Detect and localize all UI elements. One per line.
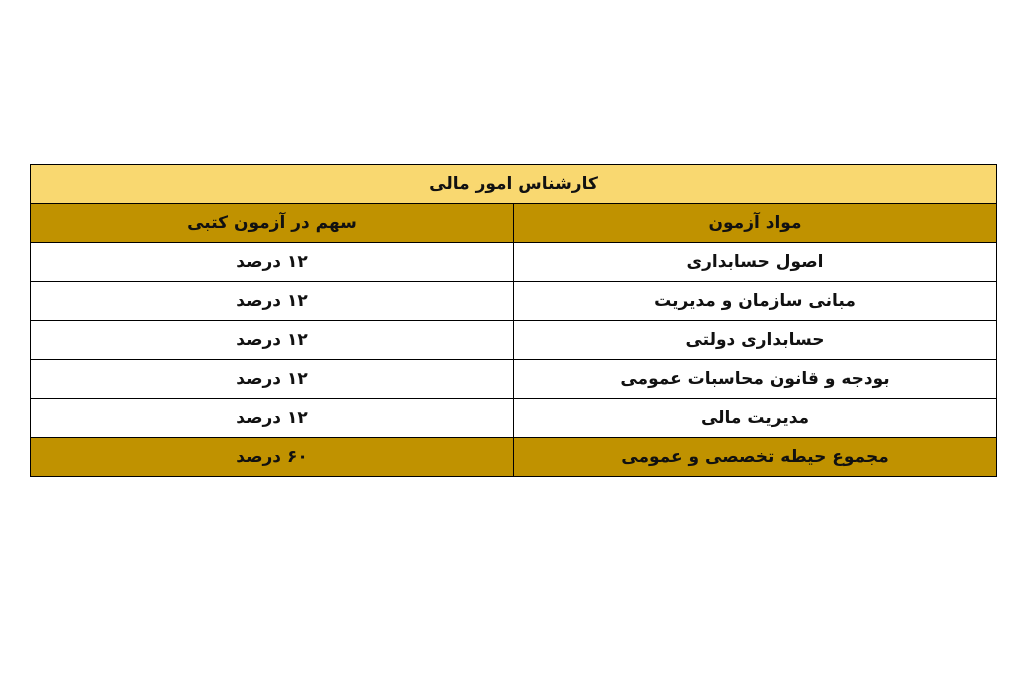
table-row — [31, 243, 997, 282]
table-title-row — [31, 165, 997, 204]
header-subject: مواد آزمون — [514, 204, 997, 243]
row-share: ۱۲ درصد — [31, 360, 514, 399]
row-subject: مبانی سازمان و مدیریت — [514, 282, 997, 321]
row-share: ۱۲ درصد — [31, 321, 514, 360]
row-share: ۱۲ درصد — [31, 282, 514, 321]
header-share: سهم در آزمون کتبی — [31, 204, 514, 243]
table-header-row — [31, 204, 997, 243]
table-row — [31, 360, 997, 399]
table-row — [31, 282, 997, 321]
table-total-row — [31, 438, 997, 477]
table-title: کارشناس امور مالی — [31, 165, 997, 204]
table-row — [31, 321, 997, 360]
row-subject: بودجه و قانون محاسبات عمومی — [514, 360, 997, 399]
row-share: ۱۲ درصد — [31, 243, 514, 282]
table-row — [31, 399, 997, 438]
row-share: ۱۲ درصد — [31, 399, 514, 438]
exam-share-table — [30, 164, 997, 477]
total-share: ۶۰ درصد — [31, 438, 514, 477]
row-subject: اصول حسابداری — [514, 243, 997, 282]
row-subject: مدیریت مالی — [514, 399, 997, 438]
total-subject: مجموع حیطه تخصصی و عمومی — [514, 438, 997, 477]
row-subject: حسابداری دولتی — [514, 321, 997, 360]
exam-table-container — [30, 164, 996, 477]
